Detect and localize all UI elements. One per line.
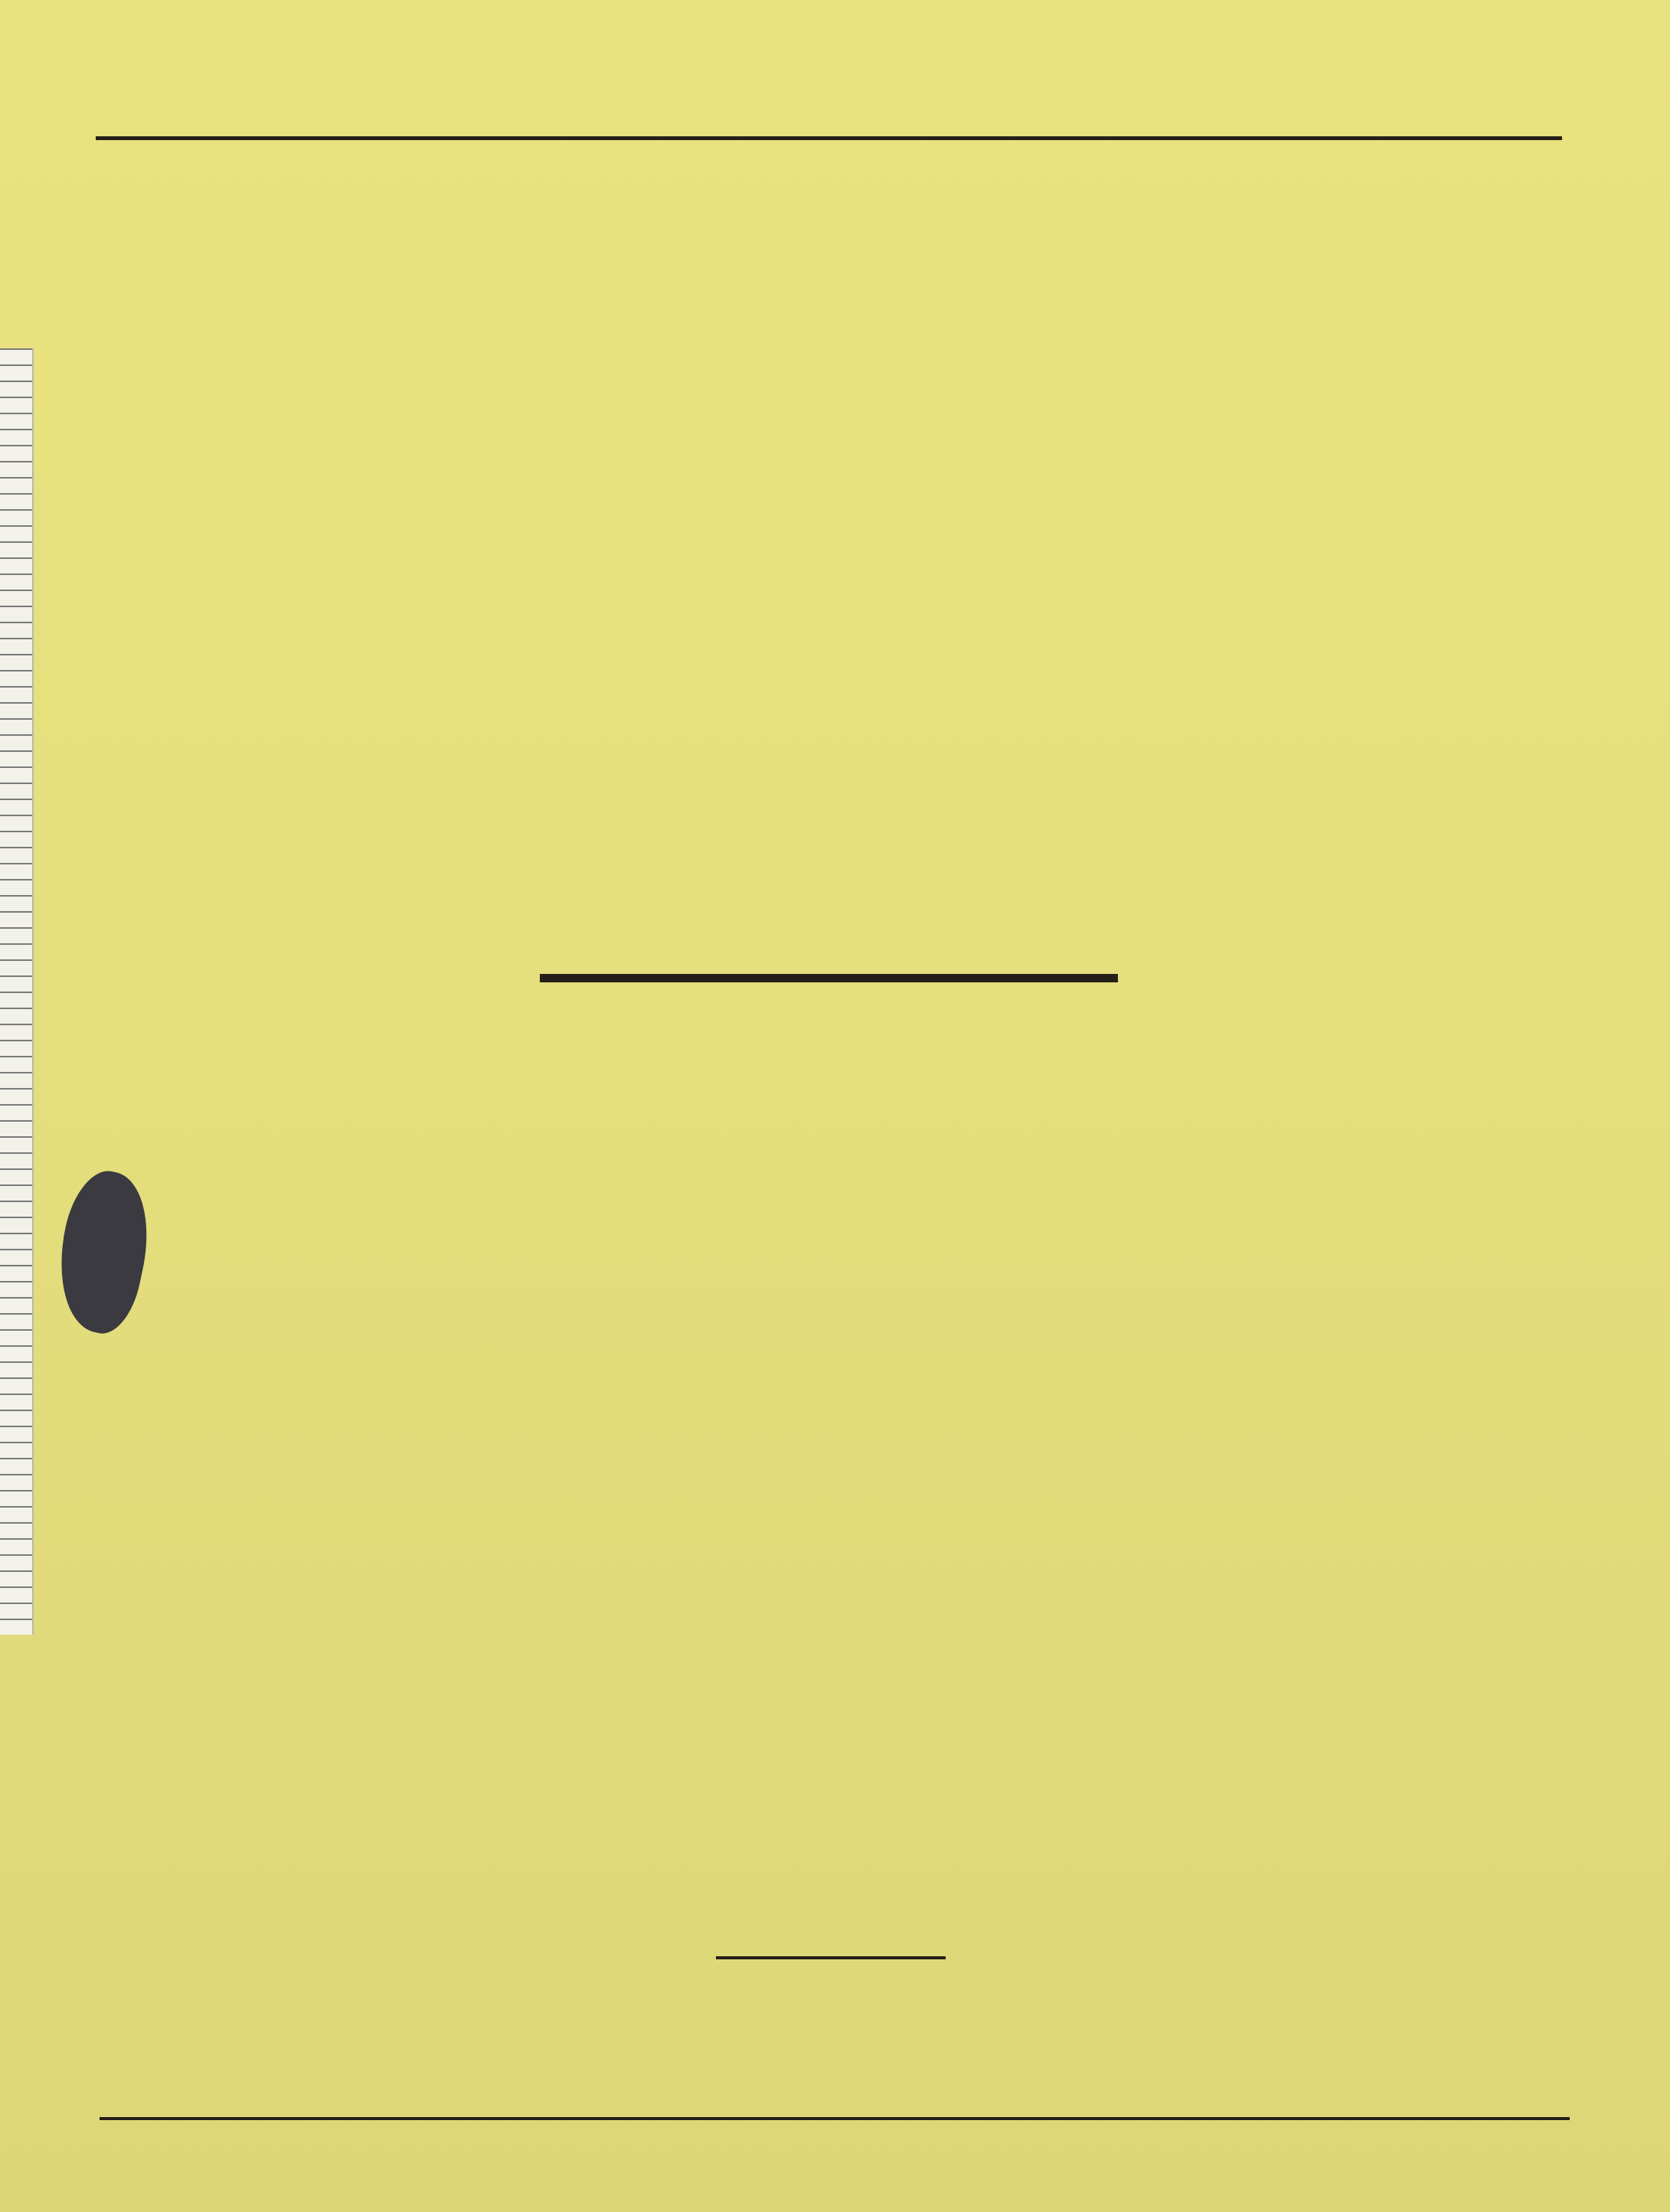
torn-hole xyxy=(45,1165,161,1339)
measuring-ruler xyxy=(0,348,34,1635)
bottom-rule xyxy=(100,2117,1570,2120)
footer-divider-1 xyxy=(716,1956,946,1959)
heading-divider xyxy=(540,974,1118,982)
top-rule xyxy=(96,136,1562,140)
